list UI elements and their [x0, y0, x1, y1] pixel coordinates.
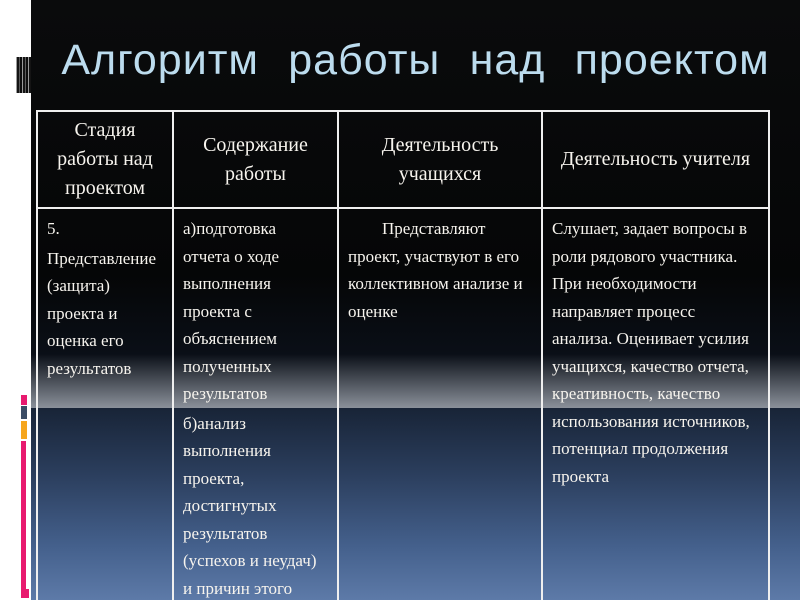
- students-text: Представляют проект, участвуют в его коллективном анализе и оценке: [348, 219, 523, 321]
- stage-text: Представление (защита) проекта и оценка его результатов: [47, 248, 157, 378]
- column-header-teacher: Деятельность учителя: [542, 111, 769, 208]
- barcode-stripes-icon: [16, 57, 31, 93]
- accent-bar-slate: [21, 406, 27, 419]
- cell-teacher: [542, 208, 769, 600]
- column-header-content: Содержание работы: [173, 111, 338, 208]
- content-item-a: а)подготовка отчета о ходе выполнения проекта с объяснением полученных результатов: [183, 219, 280, 404]
- header-row: [37, 111, 769, 208]
- cell-students: [338, 208, 542, 600]
- project-algorithm-table: [36, 110, 770, 600]
- cell-content: [173, 208, 338, 600]
- accent-bar-pink-foot: [21, 589, 29, 598]
- slide-canvas: [31, 0, 800, 600]
- cell-stage: [37, 208, 173, 600]
- stage-number: 5.: [47, 219, 60, 238]
- accent-bar-pink-tall: [21, 441, 26, 589]
- slide-title: Алгоритм работы над проектом: [61, 36, 770, 84]
- column-header-students: Деятельность учащихся: [338, 111, 542, 208]
- content-item-b: б)анализ выполнения проекта, достигнутых результатов (успехов и неудач) и причин этого: [183, 413, 317, 598]
- accent-bar-yellow: [21, 421, 27, 439]
- teacher-text: Слушает, задает вопросы в роли рядового участника. При необходимости направляет процесс анализа. Оценивает усилия учащихся, качество отчета, креативность, качество использования источников, потенциал продолжения проекта: [552, 219, 750, 486]
- table-row: [37, 208, 769, 600]
- column-header-stage: Стадия работы над проектом: [37, 111, 173, 208]
- accent-bar-pink-small: [21, 395, 27, 405]
